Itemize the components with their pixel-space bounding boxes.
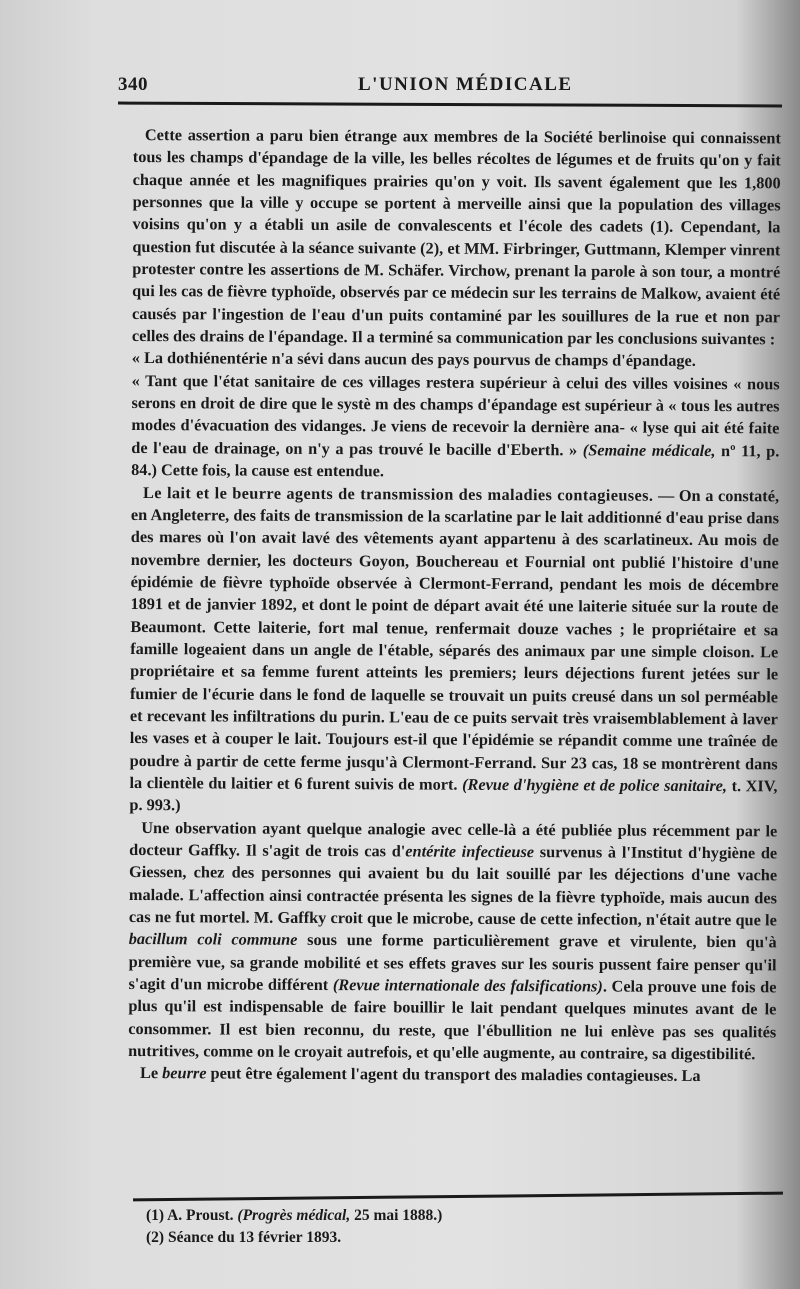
quote-1: « La dothiénentérie n'a sévi dans aucun des pays pourvus de champs d'épandage. [131, 348, 696, 371]
paragraph-2-text: — On a constaté, en Angleterre, des faits de transmission de la scarlatine par le lait additionné d'eau prise dans des mares où l'on avait lavé des vêtements ayant appartenu à des scarlatineux. Au mois de novembre dernier, les docteurs Goyon, Bouchereau et Fournial ont publié l'histoire d'une épidémie de fièvre typhoïde observée à Clermont-Ferrand, pendant les mois de décembre 1891 et de janvier 1892, et dont le point de départ avait été une laiterie située sur la route de Beaumont. Cette laiterie, fort mal tenue, renfermait douze vaches ; le propriétaire et sa famille logeaient dans un angle de l'étable, séparés des animaux par une simple cloison. Le propriétaire et sa femme furent atteints les premiers; leurs déjections furent jetées sur le fumier de l'écurie dans le fond de laquelle se trouvait un puits creusé dans un sol perméable et recevant les infiltrations du purin. L'eau de ce puits servait très vraisemblablement à laver les vases et à couper le lait. Toujours est-il que l'épidémie se répandit comme une traînée de poudre à partir de cette ferme jusqu'à Clermont-Ferrand. Sur 23 cas, 18 se montrèrent dans la clientèle du laitier et 6 furent suivis de mort. [129, 485, 780, 794]
paragraph-2-reference-rest: t. XIV, p. 993.) [129, 776, 778, 815]
quote-2-reference-rest: nº 11, p. 84.) Cette fois, la cause est entendue. [131, 440, 780, 481]
paragraph-3-italic-3: (Revue internationale des falsifications) [332, 975, 603, 996]
page-number: 340 [118, 74, 148, 95]
paragraph-4 [128, 1062, 776, 1088]
paragraph-3 [128, 817, 777, 1066]
paragraph-3-part-b: survenus à l'Institut d'hygiène de Giessen, chez des personnes qui avaient bu du lait souillé par les déjections d'une vache malade. L'affection ainsi contractée présenta les signes de la fièvre typhoïde, mais aucun des cas ne fut mortel. M. Gaffky croit que le microbe, cause de cette infection, n'était autre que le [128, 842, 778, 930]
paragraph-1: Cette assertion a paru bien étrange aux membres de la Société berlinoise qui connaissent tous les champs d'épandage de la ville, les belles récoltes de légumes et de fruits qu'on y fait chaque année et les magnifiques prairies qu'on y voit. Ils savent également que les 1,800 personnes que la ville y occupe se portent à merveille ainsi que la population des villages voisins qu'on y a établi un asile de convalescents et l'école des cadets (1). Cependant, la question fut discutée à la séance suivante (2), et MM. Firbringer, Guttmann, Klemper vinrent protester contre les assertions de M. Schäfer. Virchow, prenant la parole à son tour, a montré qui les cas de fièvre typhoïde, observés par ce médecin sur les terrains de Malkow, avaient été causés par l'ingestion de l'eau d'un puits contaminé par les souillures de la rue et non par celles des drains de l'épandage. Il a terminé sa communication par les conclusions suivantes : [131, 125, 781, 349]
paragraph-3-part-c: sous une forme particulièrement grave et virulente, bien qu'à première vue, sa grande mobilité et ses effets graves sur les souris pussent faire penser qu'il s'agit d'un microbe différent [128, 930, 777, 995]
section-title: Le lait et le beurre agents de transmission des maladies contagieuses. [143, 482, 654, 505]
paragraph-4-italic: beurre [162, 1063, 207, 1083]
paragraph-2 [129, 481, 779, 820]
quote-2-reference: (Semaine médicale, [582, 440, 716, 460]
paragraph-3-italic-2: bacillum coli commune [128, 929, 298, 950]
paragraph-4-part-a: Le [139, 1063, 163, 1083]
running-title: L'UNION MÉDICALE [358, 74, 573, 95]
footnote-2: (2) Séance du 13 février 1893. [146, 1229, 342, 1246]
footnote-1-rest: 25 mai 1888.) [350, 1207, 443, 1224]
paragraph-2-reference: (Revue d'hygiène et de police sanitaire, [457, 774, 728, 796]
quote-2 [131, 370, 780, 485]
footnote-rule [133, 1192, 783, 1202]
paragraph-4-part-b: peut être également l'agent du transport des maladies contagieuses. La [206, 1063, 701, 1086]
quote-2-text: « Tant que l'état sanitaire de ces villages restera supérieur à celui des villes voisines « nous serons en droit de dire que le systè m des champs d'épandage est supérieur à « tous les autres modes d'évacuation des vidanges. Je viens de recevoir la dernière ana- « lyse qui ait été faite de l'eau de drainage, on n'y a pas trouvé le bacille d'Eberth. » [131, 370, 780, 460]
footnote-1-text: (1) A. Proust. [146, 1207, 238, 1224]
footnotes [146, 1205, 766, 1249]
header-rule [118, 102, 782, 108]
paragraph-3-part-a: Une observation ayant quelque analogie avec celle-là a été publiée plus récemment par le docteur Gaffky. Il s'agit de trois cas d' [129, 817, 778, 861]
article-body [128, 124, 781, 1088]
footnote-1-italic: (Progrès médical, [237, 1207, 351, 1224]
page-header [118, 72, 778, 102]
footnote-1 [146, 1205, 766, 1227]
paragraph-3-part-d: . Cela prouve une fois de plus qu'il est indispensable de faire bouillir le lait pendant quelques minutes avant de le consommer. Il est bien reconnu, du reste, que l'ébullition ne lui enlève pas ses qualités nutritives, comme on le croyait autrefois, et qu'elle augmente, au contraire, sa digestibilité. [128, 976, 777, 1064]
paragraph-3-italic-1: entérite infectieuse [405, 841, 535, 862]
